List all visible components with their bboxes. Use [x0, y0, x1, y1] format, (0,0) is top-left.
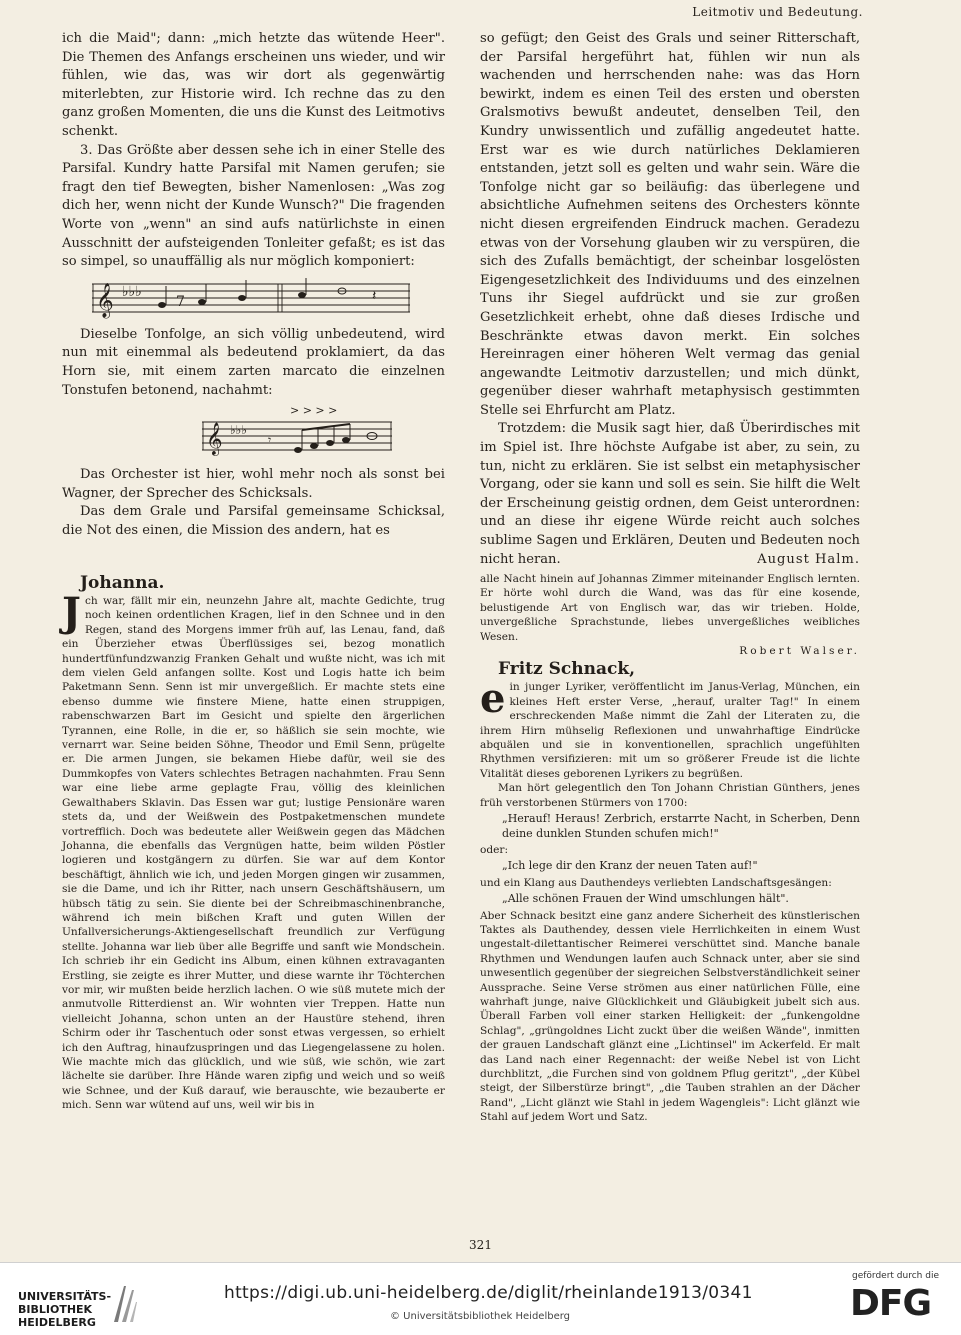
essay-paragraph-text: Trotzdem: die Musik sagt hier, daß Überirdisches mit im Spiel ist. Ihre höchste Aufgabe ist aber, zu sein, zu tun, nicht zu erklären. Sie ist selbst ein metaphysischer Vorgang, oder sie kann und soll es sein. Sie hilft die Welt der Erscheinung geistig ordnen, dem Geist unterordnen: und an diese ihr eigene Würde reicht auch solches sublime Sagen und Erklären, Deuten und Bedeuten noch nicht heran.: [480, 421, 860, 567]
author-signature: August Halm.: [757, 551, 860, 567]
library-emblem-icon: [112, 1284, 138, 1324]
svg-text:♭♭♭: ♭♭♭: [230, 423, 247, 438]
drop-cap: J: [62, 589, 81, 636]
library-name: UNIVERSITÄTS- BIBLIOTHEK HEIDELBERG: [18, 1290, 112, 1329]
running-head: Leitmotiv und Bedeutung.: [692, 5, 863, 19]
svg-text:♭♭♭: ♭♭♭: [122, 283, 142, 300]
johanna-body: ch war, fällt mir ein, neunzehn Jahre alt, machte Gedichte, trug noch keinen ordentlichen Kragen, lief in den Schnee und in den Regen, stand des Morgens immer früh auf, las Lenau, fand, daß ein Überzieher etwas Überflüssiges sei, bezog monatlich hundertfünfundzwanzig Franken Gehalt und wußte nicht, was ich mit dem vielen Geld anfangen sollte. Kost und Logis hatte ich beim Paketmann Senn. Senn ist mir unvergeßlich. Er machte stets eine ebenso dumme wie finstere Miene, hatte einen struppigen, rabenschwarzen Bart im Gesicht und spielte den ärgerlichen Tyrannen, eine Rolle, in die er, so häßlich sie sein mochte, wie vernarrt war. Seine beiden Söhne, Theodor und Emil Senn, prügelte er. Die armen Jungen, sie bekamen Hiebe dafür, weil sie des Dummkopfes von Vaters schlechtes Betragen nachahmten. Frau Senn war eine liebe arme geplagte Frau, völlig des kleinlichen Gewalthabers Sklavin. Das Essen war gut; lustige Pensionäre waren stets da, und der Weißwein des Postpaketmenschen mundete vortrefflich. Doch was bedeutete aller Weißwein gegen das Mädchen Johanna, die ebenfalls das Vergnügen hatte, beim wilden Pöstler logieren und kostgängern zu dürfen. Sie war auf dem Kontor beschäftigt, ähnlich wie ich, und jeden Morgen gingen wir zusammen, sie die Dame, und ich ihr Ritter, nach unsern Geschäftshäusern, um hübsch tätig zu sein. Sie diente bei der Schreibmaschinenbranche, während ich mein bißchen Kraft und guten Willen der Unfallversicherungs-Aktiengesellschaft freundlich zur Verfügung stellte. Johanna war lieb über alle Begriffe und sanft wie Mondschein. Ich schrieb ihr ein Gedicht ins Album, einen kühnen extravaganten Erstling, sie zeigte es ihrer Mutter, und diese warnte ihr Töchterchen vor mir, wir mußten beide herzlich lachen. O wie süß mutete mich der anmutvolle Ritterdienst an. Wir wohnten vier Treppen. Hatte nun vielleicht Johanna, schon unten an der Haustüre stehend, ihren Schirm oder ihr Taschentuch oder sonst etwas vergessen, so erhielt ich den Auftrag, hinaufzuspringen und das Liegengelassene zu holen. Wie machte mich das glücklich, und wie süß, wie schön, wie zart lächelte sie darüber. Ihre Hände waren zipfig und weich und so weiß wie Schnee, und der Kuß darauf, wie berauschte, wie bezauberte er mich. Senn war wütend auf uns, weil wir bis in: [62, 595, 445, 1112]
review-paragraph: Aber Schnack besitzt eine ganz andere Sicherheit des künstlerischen Taktes als Dauthendey, dessen viele Herrlichkeiten in einem Wust ungestalt-dilettantischer Reimerei verschüttet sind. Manche banale Rhythmen und Wendungen laufen auch Schnack unter, aber sie sind unwesentlich gegenüber der siegreichen Selbstverständlichkeit seiner Aussprache. Seine Verse strömen aus einer natürlichen Fülle, eine wahrhaft junge, naive Glücklichkeit und Gläubigkeit jubelt sich aus. Überall Farben voll einer starken Helligkeit: der „funkengoldne Schlag", „grüngoldnes Licht zuckt über die weißen Wände", inmitten der grauen Landschaft glänzt eine „Lichtinsel" im Ackerfeld. Er malt das Land nach einer Regennacht: der weiße Nebel ist von Licht durchblitzt, „die Furchen sind von goldnem Pflug geritzt", „der Kübel steigt, der Silberstürze bringt", „die Tauben strahlen an der Dächer Rand", „Licht glänzt wie Stahl in jedem Wagengleis": Licht glänzt wie Stahl auf jedem Wort und Satz.: [480, 909, 860, 1124]
library-logo[interactable]: [10, 1278, 200, 1329]
svg-text:𝄞: 𝄞: [96, 282, 114, 318]
essay-paragraph: [480, 420, 860, 569]
essay-left-column: [62, 30, 445, 540]
permalink-url[interactable]: https://digi.ub.uni-heidelberg.de/diglit/rheinlande1913/0341: [224, 1283, 753, 1303]
schnack-intro: [480, 675, 860, 781]
svg-text:7: 7: [176, 293, 185, 310]
dfg-logo[interactable]: DFG: [850, 1283, 932, 1324]
funding-label: gefördert durch die: [852, 1271, 939, 1281]
essay-paragraph: ich die Maid"; dann: „mich hetzte das wütende Heer". Die Themen des Anfangs erscheinen uns wieder, und wir fühlen, wie das, was wir dort als gegenwärtig miterlebten, zur Historie wird. Ich rechne das zu den ganz großen Momenten, die uns die Kunst des Leitmotivs schenkt.: [62, 31, 445, 139]
essay-paragraph: Dieselbe Tonfolge, an sich völlig unbedeutend, wird nun mit einemmal als bedeutend proklamiert, da das Horn sie, mit einem zarten marcato die einzelnen Tonstufen betonend, nachahmt:: [62, 326, 445, 398]
music-example-horn: [202, 404, 392, 460]
copyright-notice: © Universitätsbibliothek Heidelberg: [390, 1311, 571, 1322]
svg-text:> > > >: > > > >: [290, 404, 338, 418]
schnack-intro-text: in junger Lyriker, veröffentlicht im Janus-Verlag, München, ein kleines Heft erster Verse, „herauf, uralter Tag!" In einem erschreckenden Maße nimmt die Zahl der Literaten zu, die ihrem Hirn mühselig Reflexionen und unwahrhaftige Eindrücke abquälen und sie in konventionellen, sprachlich ungefühlten Rhythmen versifizieren: mit um so größerer Freude ist die lichte Vitalität dieses geborenen Lyrikers zu begrüßen.: [480, 681, 860, 780]
section-heading: Fritz Schnack,: [498, 659, 636, 680]
music-example-voice: [92, 276, 410, 320]
author-signature: Robert Walser.: [739, 645, 860, 658]
essay-right-column: [480, 30, 860, 569]
section-heading: Johanna.: [80, 573, 165, 593]
page-number: 321: [469, 1238, 492, 1252]
viewer-footer: [0, 1262, 961, 1335]
review-column: [480, 572, 860, 1125]
essay-paragraph: so gefügt; den Geist des Grals und seiner Ritterschaft, der Parsifal hergeführt hat, fühlen wir nun als wachenden und herrschenden nahe: was das Horn bewirkt, indem es einen Teil des ersten und obersten Gralsmotivs bewußt andeutet, denselben Teil, den Kundry unwissentlich und zufällig angedeutet hatte. Erst war es wie durch natürliches Deklamieren entstanden, jetzt soll es gelten und wahr sein. Wäre die Tonfolge nicht gar so beiläufig: das überlegene und absichtliche Aufnehmen seitens des Orchesters könnte nicht diesen ergreifenden Eindruck machen. Geradezu etwas von der Vorsehung glauben wir zu verspüren, die sich des Zufalls bemächtigt, der scheinbar losgelösten Eigengesetzlichkeit des Individuums und des einzelnen Tuns ihr Siegel aufdrückt und sie zur großen Gesetzlichkeit erhebt, ohne daß dieses Irdische und Beschränkte etwas davon merkt. Ein solches Hereinragen einer höheren Welt vermag das genial angewandte Leitmotiv darzustellen; und mich dünkt, gegenüber dieser wahrhaft metaphysisch gestimmten Stelle sei Ehrfurcht am Platz.: [480, 31, 860, 418]
quotation: „Herauf! Heraus! Zerbrich, erstarrte Nacht, in Scherben, Denn deine dunklen Stunden schufen mich!": [502, 812, 860, 840]
review-paragraph: oder:: [480, 843, 509, 856]
review-paragraph: Man hört gelegentlich den Ton Johann Christian Günthers, jenes früh verstorbenen Stürmers von 1700:: [480, 782, 860, 809]
svg-text:𝄽: 𝄽: [372, 287, 377, 304]
essay-paragraph: 3. Das Größte aber dessen sehe ich in einer Stelle des Parsifal. Kundry hatte Parsifal mit Namen gerufen; sie fragt den tief Bewegten, bisher Namenlosen: „Was zog dich her, wenn nicht der Kunde Wunsch?" Die fragenden Worte von „wenn" an sind aufs natürlichste in einen Ausschnitt der aufsteigenden Tonleiter gefaßt; es ist das so simpel, so unauffällig als nur möglich komponiert:: [62, 142, 445, 270]
quotation: „Alle schönen Frauen der Wind umschlungen hält".: [502, 892, 789, 906]
quotation: „Ich lege dir den Kranz der neuen Taten auf!": [502, 859, 758, 873]
johanna-continuation: alle Nacht hinein auf Johannas Zimmer miteinander Englisch lernten. Er hörte wohl durch die Wand, was das für eine kosende, belustigende Art von Englisch war, das wir trieben. Holde, unvergeßliche Sprachstunde, liebes unvergeßliches weibliches Wesen.: [480, 573, 860, 643]
review-paragraph: und ein Klang aus Dauthendeys verliebten Landschaftsgesängen:: [480, 876, 832, 889]
drop-cap: e: [480, 675, 506, 723]
essay-paragraph: Das dem Grale und Parsifal gemeinsame Schicksal, die Not des einen, die Mission des andern, hat es: [62, 504, 445, 538]
svg-text:𝄞: 𝄞: [206, 422, 223, 456]
johanna-text: [62, 589, 445, 1113]
essay-paragraph: Das Orchester ist hier, wohl mehr noch als sonst bei Wagner, der Sprecher des Schicksals.: [62, 467, 445, 501]
johanna-section: [62, 572, 445, 1113]
svg-text:𝄾: 𝄾: [268, 433, 272, 448]
